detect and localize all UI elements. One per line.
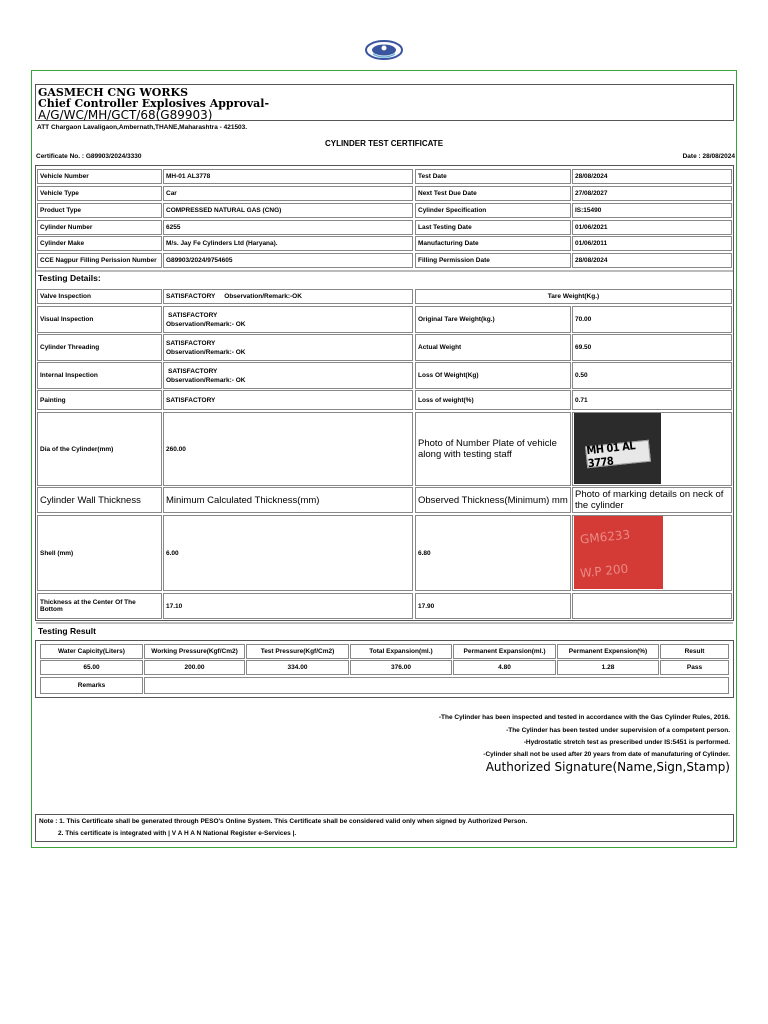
certificate-title: CYLINDER TEST CERTIFICATE xyxy=(324,139,444,148)
threading-label: Cylinder Threading xyxy=(37,334,162,361)
result-value: 200.00 xyxy=(144,660,245,675)
remarks-label: Remarks xyxy=(40,677,143,694)
loss-pct-label: Loss of weight(%) xyxy=(415,390,571,410)
mfg-date-label: Manufacturing Date xyxy=(415,236,571,251)
next-test-date: 27/08/2027 xyxy=(572,186,732,201)
min-calc-label: Minimum Calculated Thickness(mm) xyxy=(163,487,413,513)
certificate-number: Certificate No. : G89903/2024/3330 xyxy=(36,153,142,160)
cyl-spec-label: Cylinder Specification xyxy=(415,203,571,218)
neck-marking-photo xyxy=(574,516,663,589)
testing-details-title: Testing Details: xyxy=(38,273,101,283)
result-header: Water Capicity(Liters) xyxy=(40,644,143,659)
header-box xyxy=(35,84,734,121)
result-header: Test Pressure(Kgf/Cm2) xyxy=(246,644,349,659)
result-header: Permanent Expension(%) xyxy=(557,644,659,659)
internal-label: Internal Inspection xyxy=(37,362,162,389)
result-value: 1.28 xyxy=(557,660,659,675)
address: ATT Chargaon Lavaligaon,Ambernath,THANE,Maharashtra - 421503. xyxy=(37,124,248,131)
loss-kg-label: Loss Of Weight(Kg) xyxy=(415,362,571,389)
result-header: Permanent Expansion(ml.) xyxy=(453,644,556,659)
result-header: Total Expansion(ml.) xyxy=(350,644,452,659)
center-label: Thickness at the Center Of The Bottom xyxy=(37,593,162,619)
actual-weight: 69.50 xyxy=(572,334,732,361)
result-header: Working Pressure(Kgf/Cm2) xyxy=(144,644,245,659)
threading-remark: Observation/Remark:- OK xyxy=(166,348,246,356)
visual-status: SATISFACTORY xyxy=(168,311,218,319)
vehicle-number: MH-01 AL3778 xyxy=(163,169,413,184)
cyl-make-label: Cylinder Make xyxy=(37,236,162,251)
internal-remark: Observation/Remark:- OK xyxy=(166,376,246,384)
valve-label: Valve Inspection xyxy=(37,289,162,304)
approval-line: Chief Controller Explosives Approval- xyxy=(38,97,270,110)
approval-number: A/G/WC/MH/GCT/68(G89903) xyxy=(38,108,213,122)
visual-value xyxy=(163,306,413,333)
photo-plate-label: Photo of Number Plate of vehicle along with testing staff xyxy=(415,412,571,486)
center-photo-cell xyxy=(572,593,732,619)
tare-weight-header: Tare Weight(Kg.) xyxy=(415,289,732,304)
orig-tare-label: Original Tare Weight(kg.) xyxy=(415,306,571,333)
test-date: 28/08/2024 xyxy=(572,169,732,184)
company-name: GASMECH CNG WORKS xyxy=(38,86,189,99)
testing-result-title: Testing Result xyxy=(38,626,96,636)
product-type-label: Product Type xyxy=(37,203,162,218)
loss-kg: 0.50 xyxy=(572,362,732,389)
note-line: -The Cylinder has been tested under supervision of a competent person. xyxy=(506,727,730,734)
result-value: 376.00 xyxy=(350,660,452,675)
filling-date: 28/08/2024 xyxy=(572,253,732,268)
last-testing-date: 01/06/2021 xyxy=(572,220,732,235)
photo-neck-label: Photo of marking details on neck of the cylinder xyxy=(572,487,732,513)
number-plate-photo xyxy=(574,413,661,484)
painting-label: Painting xyxy=(37,390,162,410)
visual-remark: Observation/Remark:- OK xyxy=(166,320,246,328)
center-observed: 17.90 xyxy=(415,593,571,619)
dia-value: 260.00 xyxy=(163,412,413,486)
note-line: -Hydrostatic stretch test as prescribed under IS:5451 is performed. xyxy=(523,739,730,746)
observed-label: Observed Thickness(Minimum) mm xyxy=(415,487,571,513)
threading-status: SATISFACTORY xyxy=(166,339,216,347)
internal-status: SATISFACTORY xyxy=(168,367,218,375)
cce-number: G89903/2024/9754605 xyxy=(163,253,413,268)
cyl-number: 6255 xyxy=(163,220,413,235)
shell-label: Shell (mm) xyxy=(37,515,162,591)
actual-weight-label: Actual Weight xyxy=(415,334,571,361)
marking-decoration: W.P 200 xyxy=(579,561,629,581)
visual-label: Visual Inspection xyxy=(37,306,162,333)
cyl-number-label: Cylinder Number xyxy=(37,220,162,235)
cyl-make: M/s. Jay Fe Cylinders Ltd (Haryana). xyxy=(163,236,413,251)
shell-observed: 6.80 xyxy=(415,515,571,591)
vehicle-number-label: Vehicle Number xyxy=(37,169,162,184)
center-min: 17.10 xyxy=(163,593,413,619)
certificate-date: Date : 28/08/2024 xyxy=(682,153,735,160)
orig-tare: 70.00 xyxy=(572,306,732,333)
result-value: Pass xyxy=(660,660,729,675)
footer-note-1: Note : 1. This Certificate shall be generated through PESO's Online System. This Certificate shall be considered valid only when signed by Authorized Person. xyxy=(39,818,528,825)
next-test-label: Next Test Due Date xyxy=(415,186,571,201)
result-value: 4.80 xyxy=(453,660,556,675)
wall-thickness-label: Cylinder Wall Thickness xyxy=(37,487,162,513)
shell-min: 6.00 xyxy=(163,515,413,591)
result-value: 334.00 xyxy=(246,660,349,675)
cyl-spec: IS:15490 xyxy=(572,203,732,218)
painting-value: SATISFACTORY xyxy=(163,390,413,410)
authorized-signature: Authorized Signature(Name,Sign,Stamp) xyxy=(485,760,730,774)
note-line: -Cylinder shall not be used after 20 years from date of manufaturing of Cylinder. xyxy=(483,751,730,758)
test-date-label: Test Date xyxy=(415,169,571,184)
threading-value xyxy=(163,334,413,361)
footer-notes xyxy=(35,814,734,842)
marking-decoration: GM6233 xyxy=(579,527,631,547)
divider xyxy=(36,270,733,272)
result-header: Result xyxy=(660,644,729,659)
note-line: -The Cylinder has been inspected and tested in accordance with the Gas Cylinder Rules, 2016. xyxy=(438,714,730,721)
filling-date-label: Filling Permission Date xyxy=(415,253,571,268)
vehicle-type: Car xyxy=(163,186,413,201)
valve-value: SATISFACTORY Observation/Remark:-OK xyxy=(163,289,413,304)
cce-label: CCE Nagpur Filling Perission Number xyxy=(37,253,162,268)
divider xyxy=(36,622,733,624)
internal-value xyxy=(163,362,413,389)
mfg-date: 01/06/2011 xyxy=(572,236,732,251)
footer-note-2: 2. This certificate is integrated with | V A H A N National Register e-Services |. xyxy=(58,830,297,837)
dia-label: Dia of the Cylinder(mm) xyxy=(37,412,162,486)
remarks-value xyxy=(144,677,729,694)
vehicle-type-label: Vehicle Type xyxy=(37,186,162,201)
loss-pct: 0.71 xyxy=(572,390,732,410)
emblem-logo xyxy=(364,38,404,62)
last-testing-label: Last Testing Date xyxy=(415,220,571,235)
plate-text: MH 01 AL 3778 xyxy=(585,440,651,469)
result-value: 65.00 xyxy=(40,660,143,675)
product-type: COMPRESSED NATURAL GAS (CNG) xyxy=(163,203,413,218)
